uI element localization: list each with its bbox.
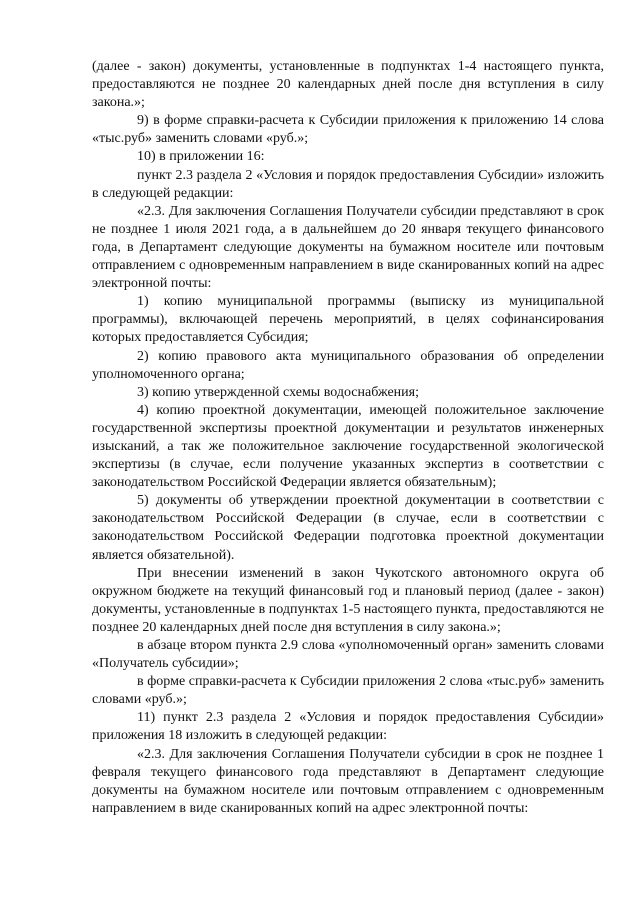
paragraph-3: 10) в приложении 16: [137, 149, 265, 165]
paragraph-10: 5) документы об утверждении проектной документации в соответствии с законодательством Российской Федерации (в случае, если в соответствии с законодательством Российской Федерации подготовка проектной документации является обязательной). [92, 493, 604, 563]
paragraph-4: пункт 2.3 раздела 2 «Условия и порядок предоставления Субсидии» изложить в следующей редакции: [92, 167, 604, 201]
paragraph-11: При внесении изменений в закон Чукотского автономного округа об окружном бюджете на текущий финансовый год и плановый период (далее - закон) документы, установленные в подпунктах 1-5 настоящего пункта, предоставляются не позднее 20 календарных дней после дня вступления в силу закона.»; [92, 565, 604, 635]
paragraph-5: «2.3. Для заключения Соглашения Получатели субсидии представляют в срок не позднее 1 июля 2021 года, а в дальнейшем до 20 января текущего финансового года, в Департамент следующие документы на бумажном носителе или почтовым отправлением с одновременным направлением в виде сканированных копий на адрес электронной почты: [92, 203, 604, 292]
paragraph-15: «2.3. Для заключения Соглашения Получатели субсидии в срок не позднее 1 февраля текущего финансового года представляют в Департамент следующие документы на бумажном носителе или почтовым отправлением с одновременным направлением в виде сканированных копий на адрес электронной почты: [92, 746, 604, 816]
paragraph-14: 11) пункт 2.3 раздела 2 «Условия и порядок предоставления Субсидии» приложения 18 изложить в следующей редакции: [92, 710, 604, 744]
paragraph-1: (далее - закон) документы, установленные в подпунктах 1-4 настоящего пункта, предоставляются не позднее 20 календарных дней после дня вступления в силу закона.»; [92, 59, 604, 111]
paragraph-12: в абзаце втором пункта 2.9 слова «уполномоченный орган» заменить словами «Получатель субсидии»; [92, 638, 604, 672]
paragraph-13: в форме справки-расчета к Субсидии приложения 2 слова «тыс.руб» заменить словами «руб.»; [92, 674, 604, 708]
paragraph-2: 9) в форме справки-расчета к Субсидии приложения к приложению 14 слова «тыс.руб» заменить словами «руб.»; [92, 113, 604, 147]
paragraph-8: 3) копию утвержденной схемы водоснабжения; [137, 384, 419, 400]
document-page [92, 58, 604, 818]
paragraph-7: 2) копию правового акта муниципального образования об определении уполномоченного органа; [92, 348, 604, 382]
paragraph-9: 4) копию проектной документации, имеющей положительное заключение государственной экспертизы проектной документации и результатов инженерных изысканий, а так же положительное заключение государственной экологической экспертизы (в случае, если получение указанных экспертиз в соответствии с законодательством Российской Федерации является обязательным); [92, 402, 604, 491]
paragraph-6: 1) копию муниципальной программы (выписку из муниципальной программы), включающей перечень мероприятий, в целях софинансирования которых предоставляется Субсидия; [92, 294, 604, 346]
